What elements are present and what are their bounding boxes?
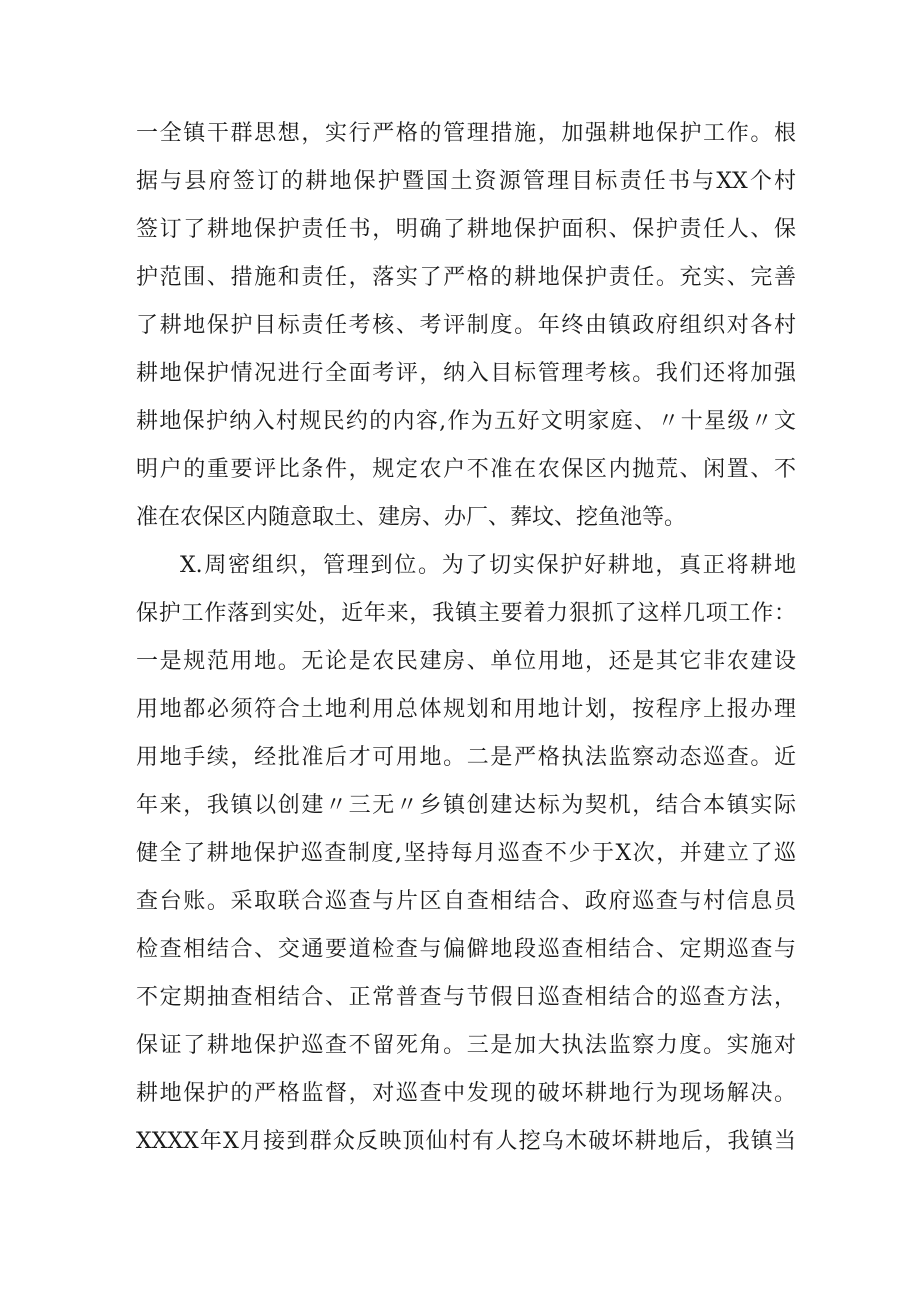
text-line: 护范围、措施和责任，落实了严格的耕地保护责任。充实、完善: [136, 265, 796, 290]
text-line: 健全了耕地保护巡查制度,坚持每月巡查不少于X次，并建立了巡: [136, 841, 796, 866]
text-line: 耕地保护纳入村规民约的内容,作为五好文明家庭、〃十星级〃文: [136, 409, 796, 434]
text-line: 年来，我镇以创建〃三无〃乡镇创建达标为契机，结合本镇实际: [136, 793, 796, 818]
text-line: 用地手续，经批准后才可用地。二是严格执法监察动态巡查。近: [136, 745, 796, 770]
text-line: 准在农保区内随意取土、建房、办厂、葬坟、挖鱼池等。: [136, 505, 687, 530]
body-text: [136, 110, 796, 1166]
text-line: 了耕地保护目标责任考核、考评制度。年终由镇政府组织对各村: [136, 313, 796, 338]
text-line: 检查相结合、交通要道检查与偏僻地段巡查相结合、定期巡查与: [136, 937, 796, 962]
text-line: XXXX年X月接到群众反映顶仙村有人挖乌木破坏耕地后，我镇当: [136, 1129, 796, 1154]
text-line: X.周密组织，管理到位。为了切实保护好耕地，真正将耕地: [180, 553, 796, 578]
text-line: 不定期抽查相结合、正常普查与节假日巡查相结合的巡查方法，: [136, 985, 796, 1010]
text-line: 保证了耕地保护巡查不留死角。三是加大执法监察力度。实施对: [136, 1033, 796, 1058]
text-line: 保护工作落到实处，近年来，我镇主要着力狠抓了这样几项工作：: [136, 601, 796, 626]
text-line: 耕地保护情况进行全面考评，纳入目标管理考核。我们还将加强: [136, 361, 796, 386]
text-line: 签订了耕地保护责任书，明确了耕地保护面积、保护责任人、保: [136, 217, 796, 242]
text-line: 耕地保护的严格监督，对巡查中发现的破坏耕地行为现场解决。: [136, 1081, 796, 1106]
text-line: 用地都必须符合土地利用总体规划和用地计划，按程序上报办理: [136, 697, 796, 722]
text-line: 查台账。采取联合巡查与片区自查相结合、政府巡查与村信息员: [136, 889, 796, 914]
text-line: 据与县府签订的耕地保护暨国土资源管理目标责任书与XX个村: [136, 169, 796, 194]
text-line: 一全镇干群思想，实行严格的管理措施，加强耕地保护工作。根: [136, 121, 796, 146]
text-line: 一是规范用地。无论是农民建房、单位用地，还是其它非农建设: [136, 649, 796, 674]
text-line: 明户的重要评比条件，规定农户不准在农保区内抛荒、闲置、不: [136, 457, 796, 482]
